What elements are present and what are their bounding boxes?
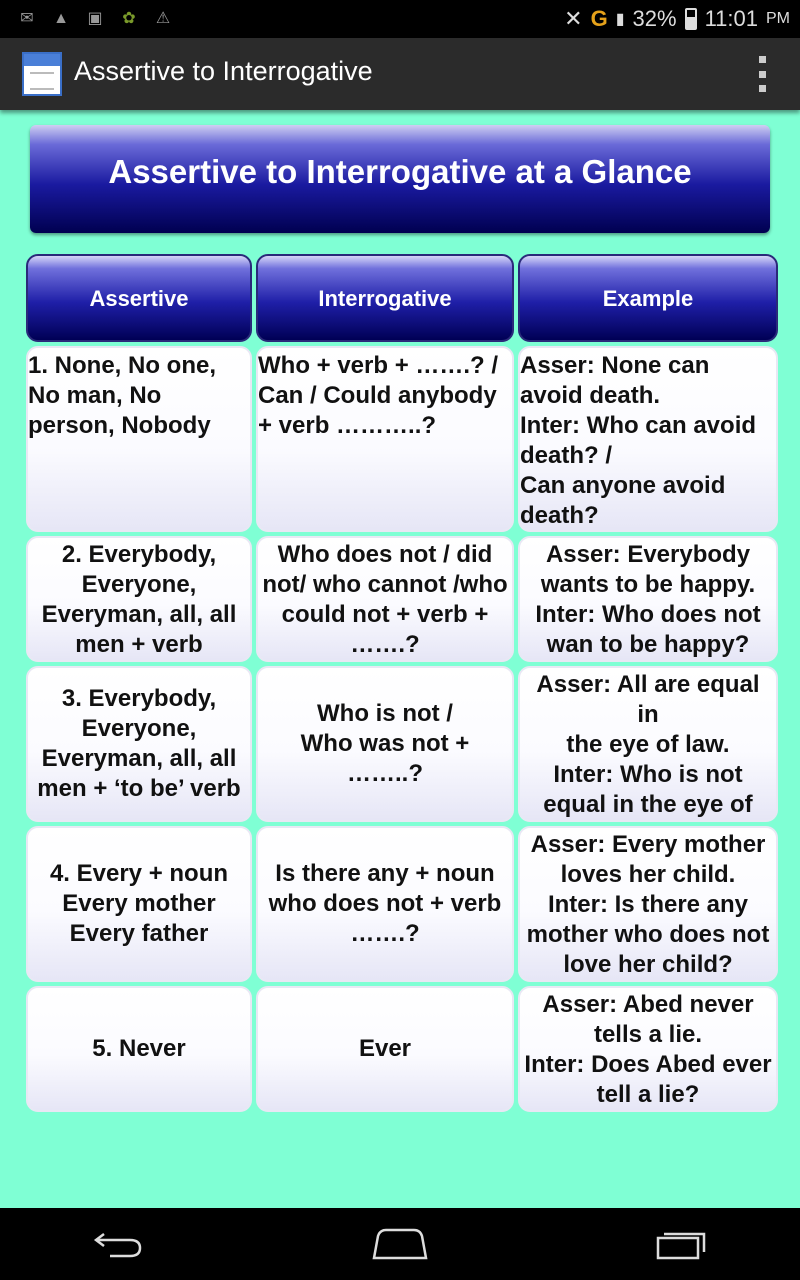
row1-interrogative: Who + verb + …….? / Can / Could anybody + verb ………..? bbox=[256, 346, 514, 532]
app-book-icon[interactable] bbox=[22, 52, 62, 96]
mail-icon: ✉ bbox=[20, 10, 34, 27]
recent-apps-icon bbox=[652, 1224, 712, 1264]
network-indicator: G bbox=[590, 6, 608, 31]
row4-assertive: 4. Every + noun Every mother Every father bbox=[49, 860, 229, 947]
battery-percent: 32% bbox=[632, 6, 677, 31]
header-example: Example bbox=[518, 254, 778, 342]
row5-assertive: 5. Never bbox=[92, 1035, 186, 1062]
home-icon bbox=[370, 1224, 430, 1264]
back-button[interactable] bbox=[90, 1224, 150, 1264]
row1-assertive: 1. None, No one, No man, No person, Nobody bbox=[26, 346, 252, 532]
back-arrow-icon bbox=[90, 1224, 150, 1264]
battery-icon bbox=[685, 8, 697, 30]
clock-ampm: PM bbox=[766, 10, 790, 27]
row1-example: Asser: None can avoid death. Inter: Who can avoid death? / Can anyone avoid death? bbox=[518, 346, 778, 532]
recent-apps-button[interactable] bbox=[652, 1224, 712, 1264]
lock-icon: ▲ bbox=[53, 10, 69, 27]
header-assertive: Assertive bbox=[26, 254, 252, 342]
signal-icon: ▮ bbox=[615, 11, 625, 28]
header-interrogative: Interrogative bbox=[256, 254, 514, 342]
row4-interrogative: Is there any + noun who does not + verb …….? bbox=[268, 860, 502, 947]
page-title-banner: Assertive to Interrogative at a Glance bbox=[30, 125, 770, 233]
row5-interrogative: Ever bbox=[358, 1035, 412, 1062]
navigation-bar bbox=[0, 1208, 800, 1280]
row2-assertive: 2. Everybody, Everyone, Everyman, all, all men + verb bbox=[26, 536, 252, 662]
row5-example: Asser: Abed never tells a lie. Inter: Does Abed ever tell a lie? bbox=[518, 986, 778, 1112]
app-title: Assertive to Interrogative bbox=[74, 56, 373, 86]
row4-example: Asser: Every mother loves her child. Inter: Is there any mother who does not love her child? bbox=[518, 826, 778, 982]
image-icon: ▣ bbox=[87, 10, 103, 27]
overflow-menu-icon[interactable] bbox=[754, 56, 770, 92]
warning-icon: ⚠ bbox=[155, 10, 171, 27]
mute-icon: ✕ bbox=[564, 6, 583, 31]
home-button[interactable] bbox=[370, 1224, 430, 1264]
status-bar bbox=[0, 0, 800, 38]
clock: 11:01 bbox=[704, 6, 758, 31]
row3-example: Asser: All are equal in the eye of law. Inter: Who is not equal in the eye of bbox=[518, 666, 778, 822]
row2-interrogative: Who does not / did not/ who cannot /who could not + verb + …….? bbox=[256, 536, 514, 662]
gear-icon: ✿ bbox=[122, 10, 136, 27]
row3-interrogative: Who is not / Who was not + ……..? bbox=[300, 700, 470, 787]
row3-assertive: 3. Everybody, Everyone, Everyman, all, all men + ‘to be’ verb bbox=[37, 685, 241, 802]
action-bar bbox=[0, 38, 800, 110]
row2-example: Asser: Everybody wants to be happy. Inter: Who does not wan to be happy? bbox=[518, 536, 778, 662]
